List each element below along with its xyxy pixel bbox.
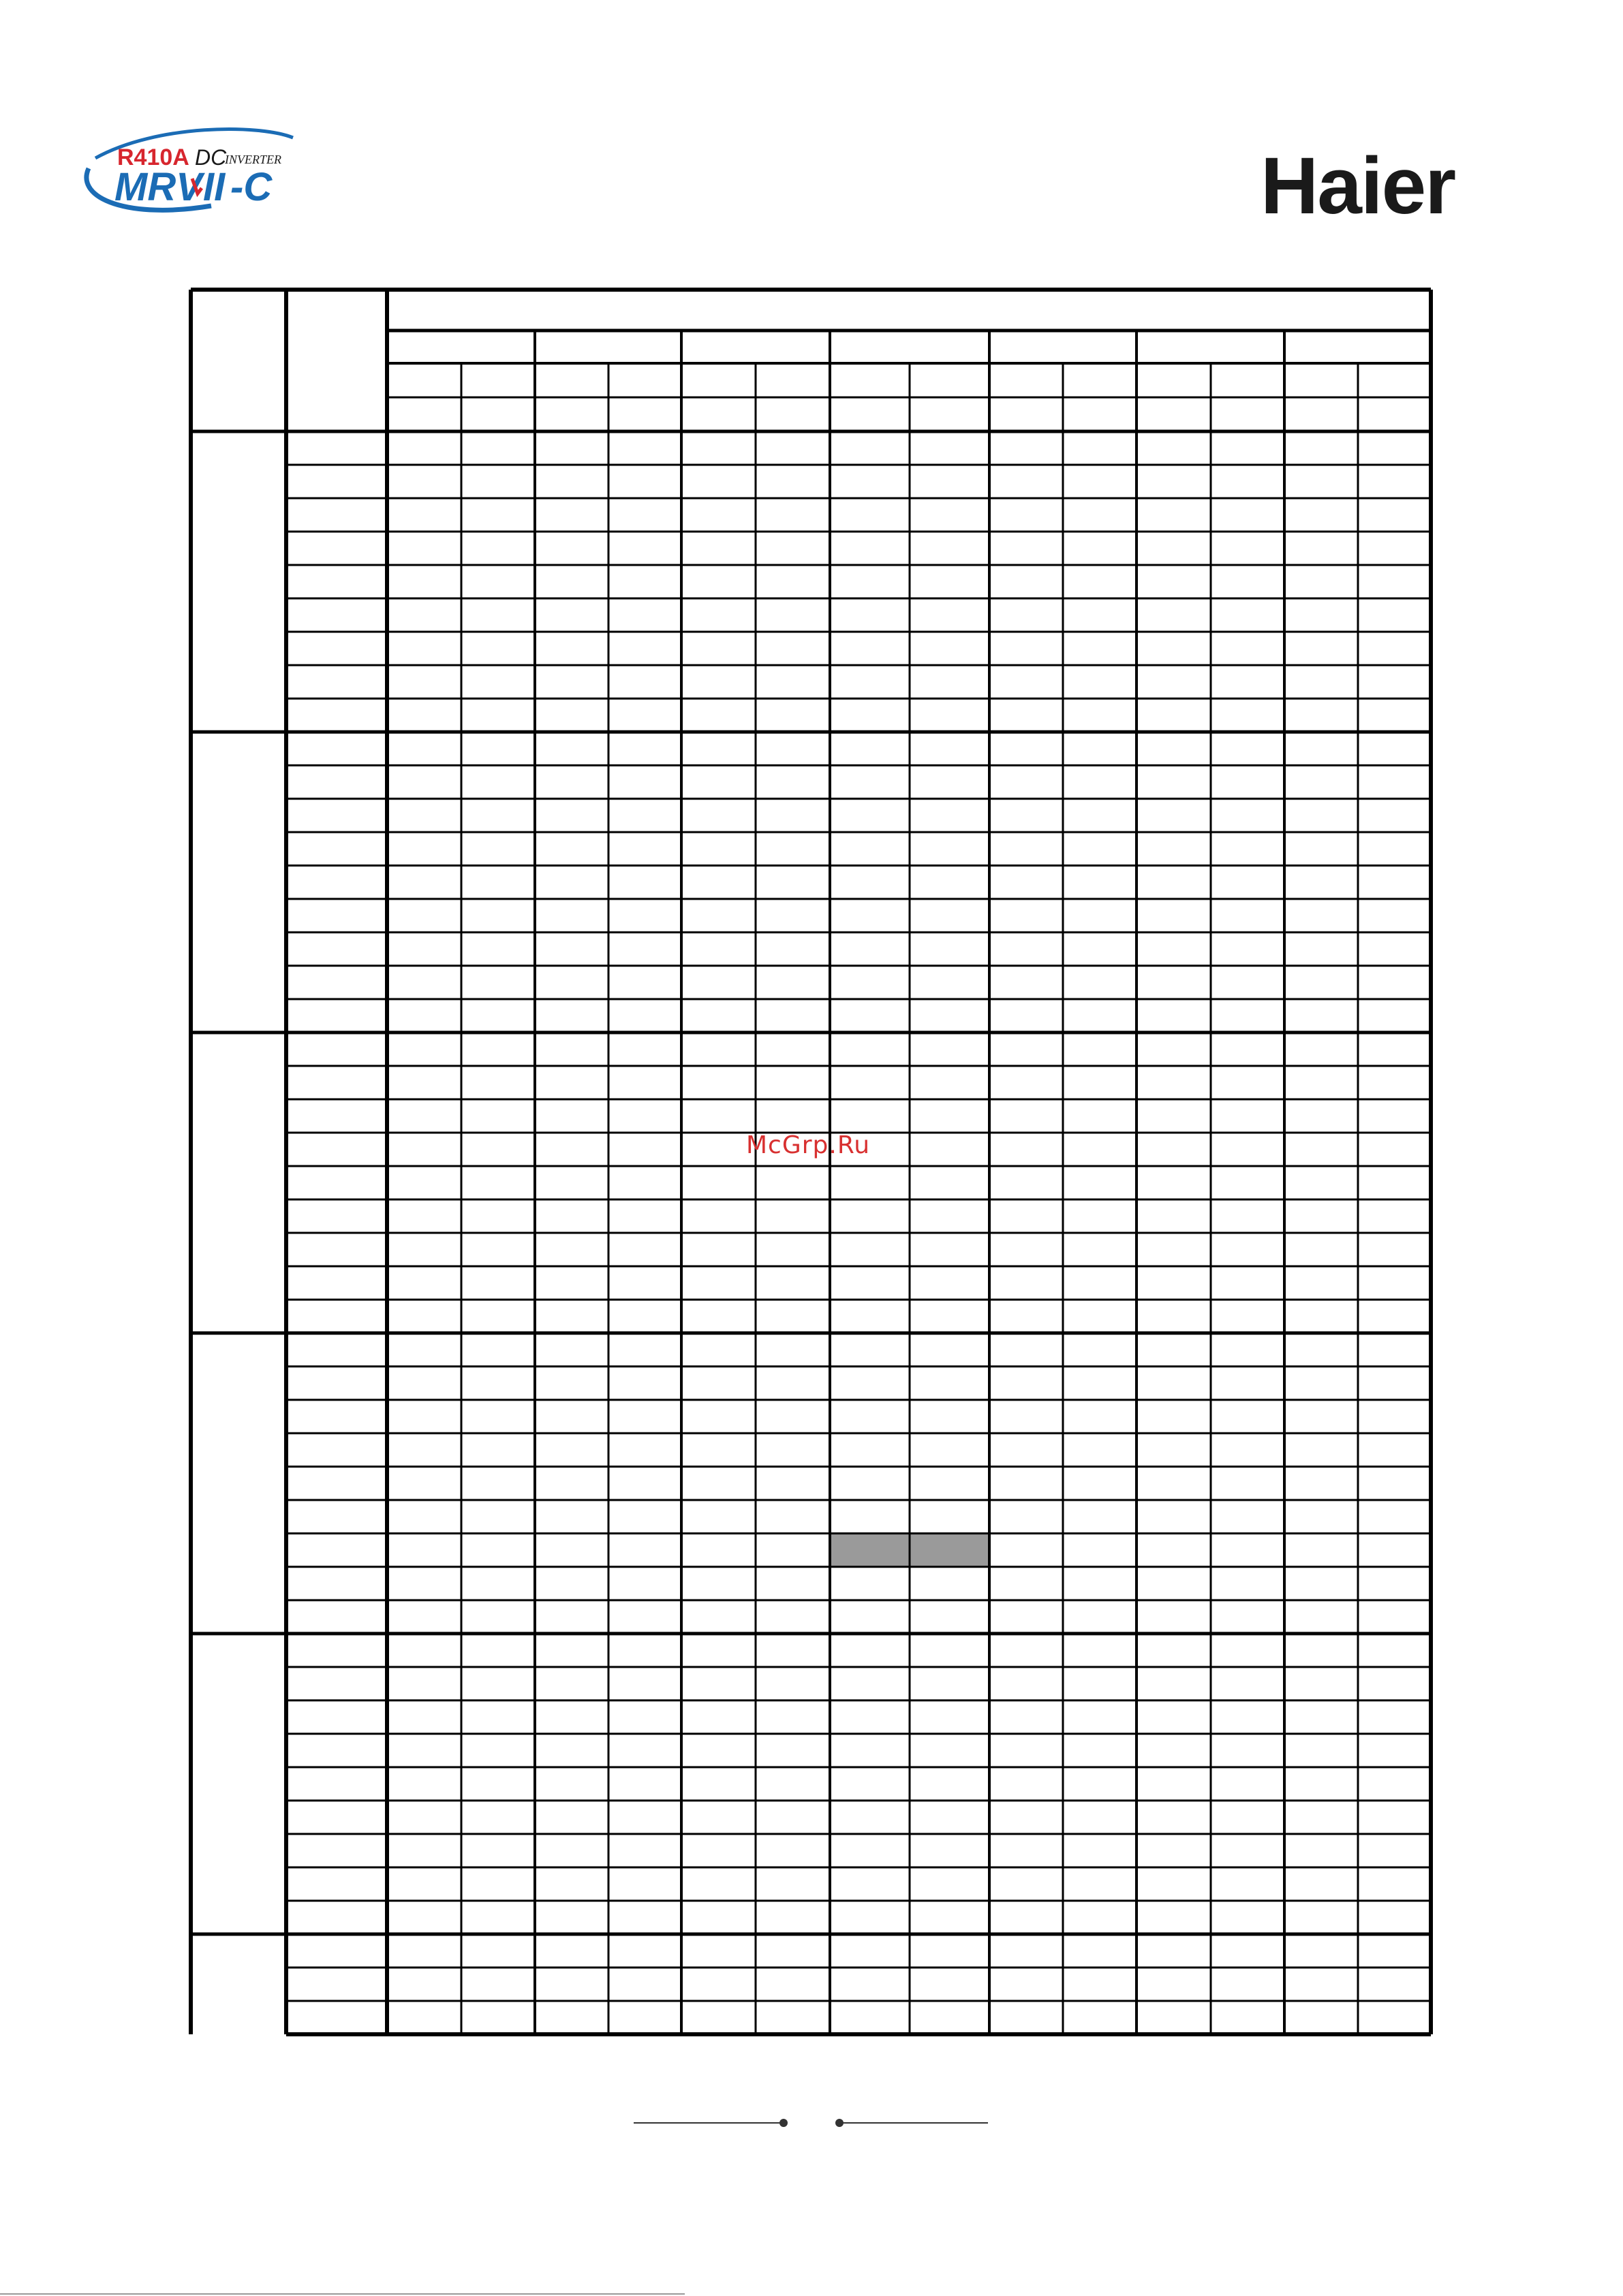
- watermark: McGrp.Ru: [746, 1131, 871, 1159]
- logo-dc: DC: [195, 145, 227, 170]
- logo-model: MRV: [114, 165, 202, 209]
- logo-generation: II: [203, 165, 226, 209]
- logo-refrigerant: R410A: [117, 144, 189, 170]
- logo-suffix: -C: [230, 165, 273, 209]
- haier-wordmark: Haier: [1261, 142, 1455, 224]
- logo-inverter: INVERTER: [225, 153, 281, 166]
